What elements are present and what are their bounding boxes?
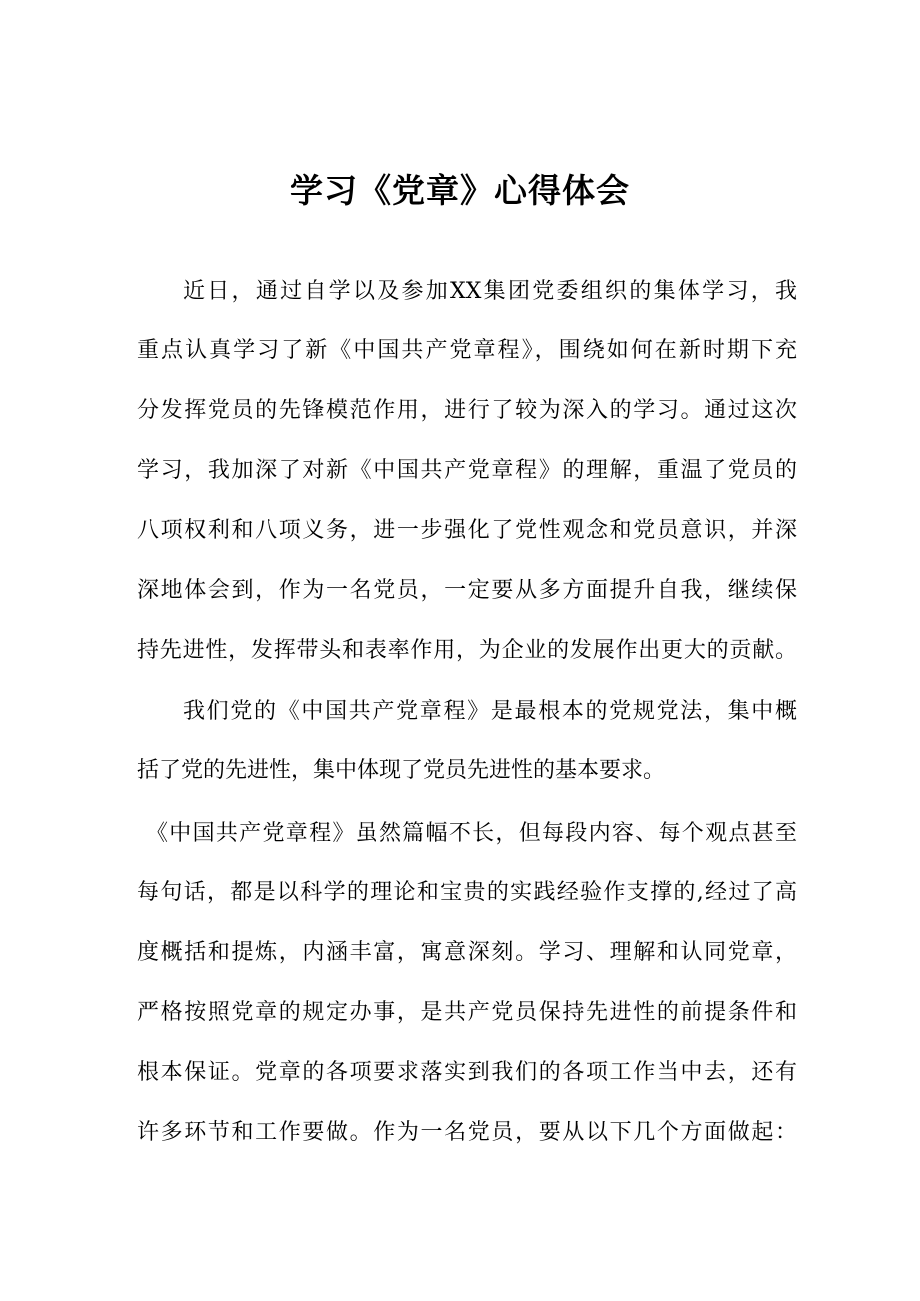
paragraph-line: 深地体会到，作为一名党员，一定要从多方面提升自我，继续保: [137, 578, 797, 603]
paragraph-line: 严格按照党章的规定办事，是共产党员保持先进性的前提条件和: [137, 1000, 797, 1025]
paragraph-line: 重点认真学习了新《中国共产党章程》，围绕如何在新时期下充: [137, 338, 797, 363]
paragraph-line: 我们党的《中国共产党章程》是最根本的党规党法，集中概: [183, 699, 797, 724]
paragraph-line: 持先进性，发挥带头和表率作用，为企业的发展作出更大的贡献。: [137, 638, 797, 663]
paragraph-line: 八项权利和八项义务，进一步强化了党性观念和党员意识，并深: [137, 518, 797, 543]
paragraph-line: 根本保证。党章的各项要求落实到我们的各项工作当中去，还有: [137, 1060, 797, 1085]
document-title: 学习《党章》心得体会: [290, 171, 630, 210]
paragraph-line: 每句话，都是以科学的理论和宝贵的实践经验作支撑的,经过了高: [137, 880, 797, 905]
paragraph-line: 分发挥党员的先锋模范作用，进行了较为深入的学习。通过这次: [137, 398, 797, 423]
paragraph-line: 《中国共产党章程》虽然篇幅不长，但每段内容、每个观点甚至: [146, 821, 797, 846]
paragraph-line: 度概括和提炼，内涵丰富，寓意深刻。学习、理解和认同党章，: [137, 940, 797, 965]
paragraph-line: 许多环节和工作要做。作为一名党员，要从以下几个方面做起：: [137, 1120, 797, 1145]
paragraph-line: 学习，我加深了对新《中国共产党章程》的理解，重温了党员的: [137, 458, 797, 483]
paragraph-line: 括了党的先进性，集中体现了党员先进性的基本要求。: [137, 758, 666, 783]
paragraph-line: 近日，通过自学以及参加XX集团党委组织的集体学习，我: [183, 279, 797, 304]
